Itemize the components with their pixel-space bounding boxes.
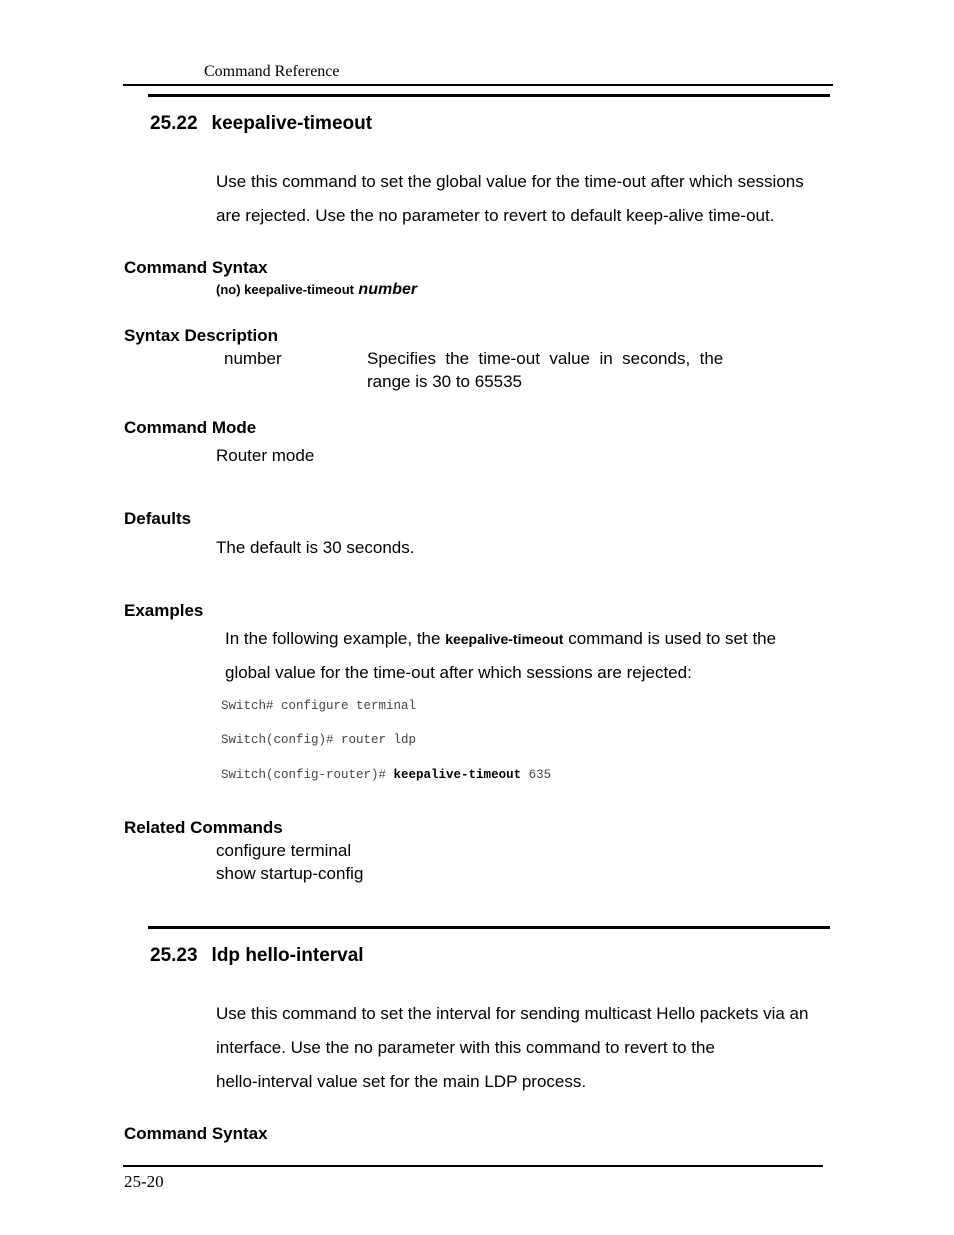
intro-line: hello-interval value set for the main LDP process. [216, 1072, 587, 1091]
section-rule [148, 94, 830, 97]
param-description: range is 30 to 65535 [367, 372, 523, 391]
code-line [221, 768, 551, 782]
intro-line: Use this command to set the global value for the time-out after which sessions [216, 172, 804, 191]
defaults-value: The default is 30 seconds. [216, 538, 415, 557]
code-prompt: Switch(config-router)# [221, 768, 387, 782]
command-mode-heading: Command Mode [124, 418, 257, 437]
syntax-description-heading: Syntax Description [124, 326, 278, 345]
intro-line: interface. Use the no parameter with this command to revert to the [216, 1038, 715, 1057]
syntax-prefix: (no) keepalive-timeout [216, 282, 354, 297]
running-header: Command Reference [204, 63, 340, 80]
syntax-param: number [358, 281, 418, 298]
example-command: keepalive-timeout [445, 631, 564, 647]
example-text: global value for the time-out after which sessions are rejected: [225, 663, 692, 682]
intro-line: are rejected. Use the no parameter to revert to default keep-alive time-out. [216, 206, 775, 225]
section-number: 25.23 [150, 945, 198, 966]
page-number: 25-20 [124, 1172, 164, 1191]
param-description: Specifies the time-out value in seconds, the [367, 349, 724, 368]
example-text-part: In the following example, the [225, 629, 441, 648]
section-heading [150, 113, 372, 135]
related-command: show startup-config [216, 864, 364, 883]
section-heading [150, 945, 364, 967]
related-commands-heading: Related Commands [124, 818, 283, 837]
defaults-heading: Defaults [124, 509, 192, 528]
command-syntax-heading: Command Syntax [124, 1124, 268, 1143]
header-rule [123, 84, 833, 86]
section-title: ldp hello-interval [211, 945, 364, 966]
code-value: 635 [528, 768, 552, 782]
example-text-part: command is used to set the [568, 629, 777, 648]
code-command: keepalive-timeout [393, 768, 522, 782]
example-text [225, 629, 776, 649]
section-number: 25.22 [150, 113, 198, 134]
examples-heading: Examples [124, 601, 204, 620]
command-syntax [216, 281, 417, 299]
related-command: configure terminal [216, 841, 352, 860]
code-line: Switch(config)# router ldp [221, 733, 417, 747]
section-rule [148, 926, 830, 929]
code-line: Switch# configure terminal [221, 699, 417, 713]
command-mode-value: Router mode [216, 446, 315, 465]
intro-line: Use this command to set the interval for sending multicast Hello packets via an [216, 1004, 809, 1023]
section-title: keepalive-timeout [211, 113, 373, 134]
command-syntax-heading: Command Syntax [124, 258, 268, 277]
footer-rule [123, 1165, 823, 1167]
param-name: number [224, 349, 282, 368]
